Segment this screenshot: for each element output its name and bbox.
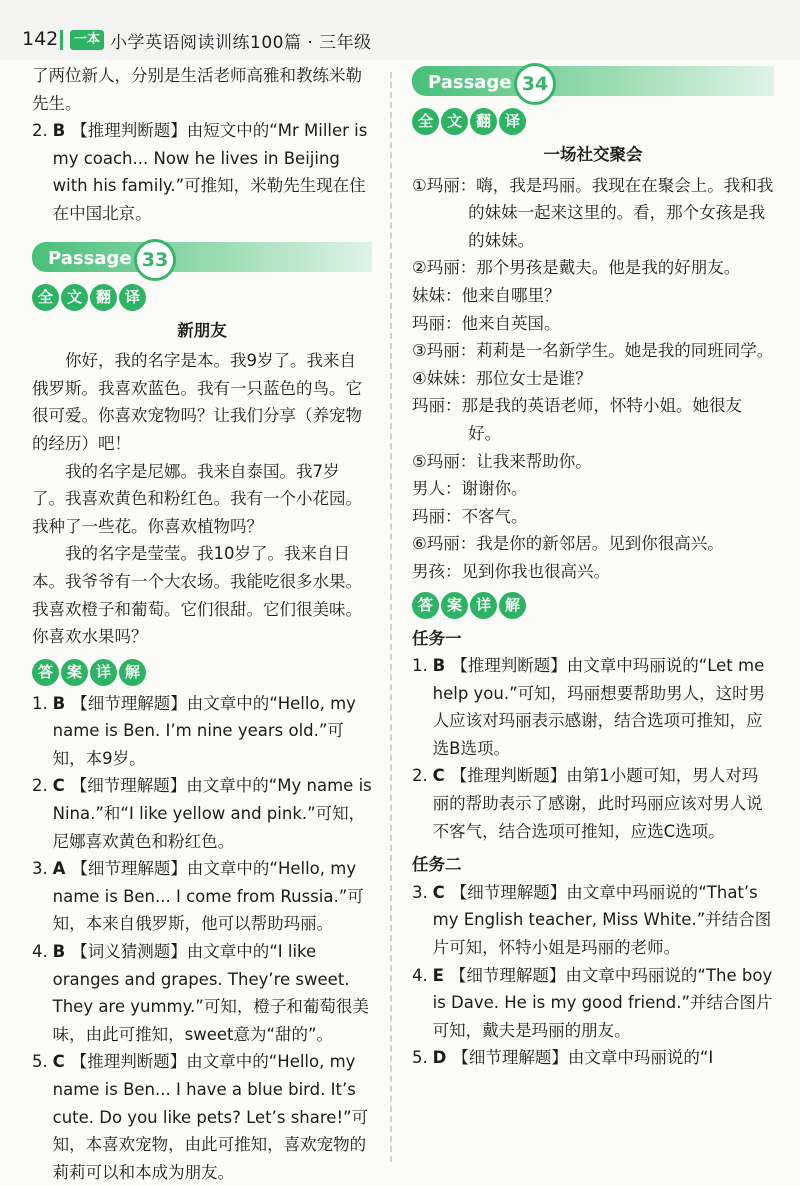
translation-badge: 全 文 翻 译	[32, 284, 372, 311]
answer-item: 3. C 【细节理解题】由文章中玛丽说的“That’s my English teacher, Miss White.”并结合图片可知，怀特小姐是玛丽的老师。	[412, 882, 772, 958]
dialogue-line: 玛丽：不客气。	[412, 506, 528, 526]
translation-title: 一场社交聚会	[543, 145, 643, 164]
task-heading: 任务一	[412, 628, 462, 648]
page-header	[0, 0, 800, 60]
answer-item: 4. B 【词义猜测题】由文章中的“I like oranges and grapes. They’re sweet. They are yummy.”可知，橙子和葡萄很美味，由此可推知，sweet意为“甜的”。	[32, 942, 369, 1044]
passage-33-banner	[32, 238, 372, 276]
dialogue-line: 男孩：见到你我也很高兴。	[412, 561, 610, 581]
passage-label: Passage	[428, 72, 512, 93]
translation-paragraph: 我的名字是莹莹。我10岁了。我来自日本。我爷爷有一个大农场。我能吃很多水果。我喜欢橙子和葡萄。它们很甜。它们很美味。你喜欢水果吗？	[32, 544, 362, 647]
page-number: 142	[22, 28, 59, 50]
column-divider	[390, 72, 392, 1162]
answer-item: 4. E 【细节理解题】由文章中玛丽说的“The boy is Dave. He is my good friend.”并结合图片可知，戴夫是玛丽的朋友。	[412, 965, 773, 1040]
passage-number: 33	[134, 239, 176, 281]
answer-item: 2. C 【细节理解题】由文章中的“My name is Nina.”和“I like yellow and pink.”可知，尼娜喜欢黄色和粉红色。	[32, 776, 372, 851]
dialogue-line: ②玛丽：那个男孩是戴夫。他是我的好朋友。	[412, 258, 741, 278]
answer-item: 1. B 【细节理解题】由文章中的“Hello, my name is Ben. I’m nine years old.”可知，本9岁。	[32, 693, 356, 768]
brand-logo: 一本	[70, 30, 104, 50]
dialogue-line: 玛丽：那是我的英语老师，怀特小姐。她很友好。	[412, 396, 742, 443]
dialogue-line: ④妹妹：那位女士是谁？	[412, 368, 592, 388]
passage-number: 34	[514, 63, 556, 105]
left-column	[32, 62, 372, 1186]
dialogue-line: ③玛丽：莉莉是一名新学生。她是我的同班同学。	[412, 341, 774, 361]
translation-paragraph: 你好，我的名字是本。我9岁了。我来自俄罗斯。我喜欢蓝色。我有一只蓝色的鸟。它很可爱。你喜欢宠物吗？让我们分享（养宠物的经历）吧！	[32, 351, 362, 453]
answer-badge: 答 案 详 解	[412, 592, 774, 619]
answer-item: 1. B 【推理判断题】由文章中玛丽说的“Let me help you.”可知，玛丽想要帮助男人，这时男人应该对玛丽表示感谢，结合选项可推知，应选B选项。	[412, 656, 766, 758]
dialogue-line: ⑥玛丽：我是你的新邻居。见到你很高兴。	[412, 534, 724, 554]
dialogue-line: 玛丽：他来自英国。	[412, 313, 561, 333]
dialogue-line: ⑤玛丽：让我来帮助你。	[412, 451, 592, 471]
translation-badge: 全 文 翻 译	[412, 108, 774, 135]
book-title: 小学英语阅读训练100篇 · 三年级	[110, 33, 372, 53]
dialogue-line: 妹妹：他来自哪里？	[412, 285, 561, 305]
right-column	[412, 62, 774, 1072]
answer-item: 2. C 【推理判断题】由第1小题可知，男人对玛丽的帮助表示了感谢，此时玛丽应该对男人说不客气，结合选项可推知，应选C选项。	[412, 766, 763, 841]
answer-badge: 答 案 详 解	[32, 659, 372, 686]
continued-text: 了两位新人，分别是生活老师高雅和教练米勒先生。	[32, 66, 362, 113]
answer-item: 5. C 【推理判断题】由文章中的“Hello, my name is Ben... I have a blue bird. It’s cute. Do you like pets? Let’s share!”可知，本喜欢宠物，由此可推知，喜欢宠物的莉莉可以和本成为朋友。	[32, 1052, 369, 1182]
answer-item: 3. A 【细节理解题】由文章中的“Hello, my name is Ben... I come from Russia.”可知，本来自俄罗斯，他可以帮助玛丽。	[32, 859, 364, 934]
answer-item: 2. B 【推理判断题】由短文中的“Mr Miller is my coach... Now he lives in Beijing with his family.”可推知，米勒先生现在住在中国北京。	[32, 121, 368, 223]
dialogue-line: ①玛丽：嗨，我是玛丽。我现在在聚会上。我和我的妹妹一起来这里的。看，那个女孩是我的妹妹。	[412, 175, 774, 250]
answer-item: 5. D 【细节理解题】由文章中玛丽说的“I	[412, 1048, 714, 1068]
translation-paragraph: 我的名字是尼娜。我来自泰国。我7岁了。我喜欢黄色和粉红色。我有一个小花园。我种了一些花。你喜欢植物吗？	[32, 461, 362, 536]
header-divider	[60, 30, 63, 50]
task-heading: 任务二	[412, 855, 462, 875]
passage-label: Passage	[48, 247, 132, 269]
translation-title: 新朋友	[177, 320, 227, 340]
dialogue-line: 男人：谢谢你。	[412, 479, 528, 499]
passage-34-banner	[412, 62, 774, 100]
